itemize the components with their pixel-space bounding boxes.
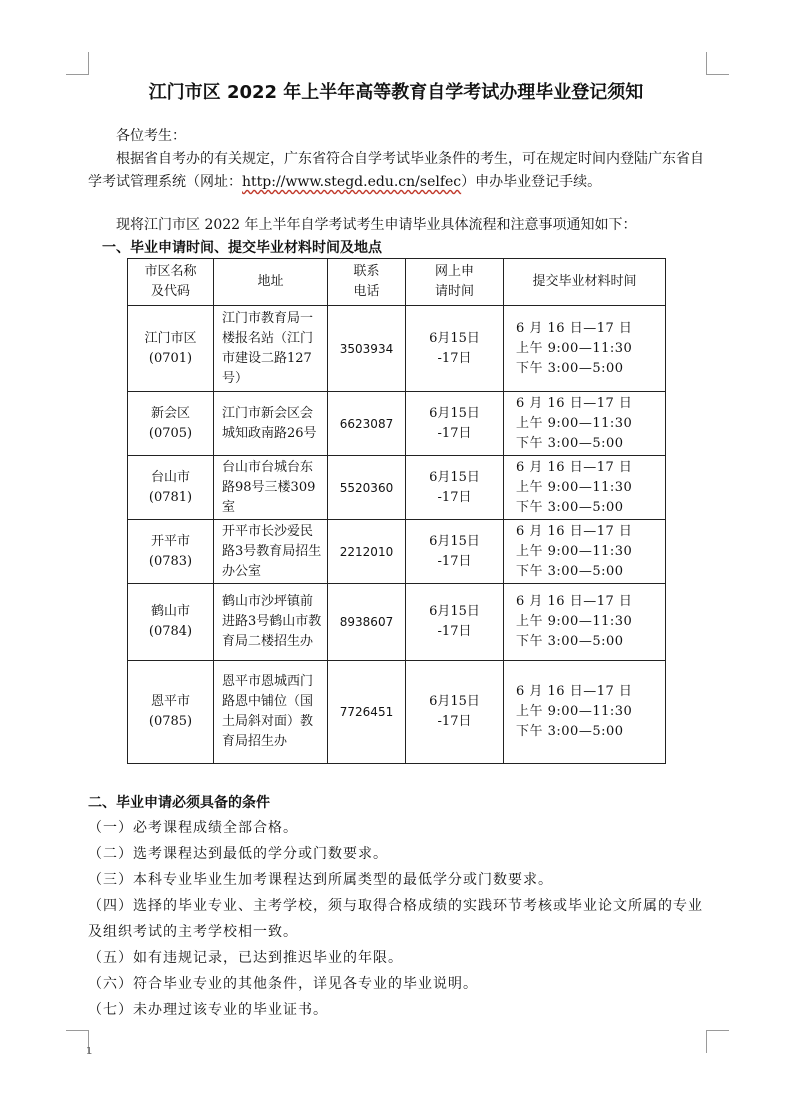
cell-district: 江门市区 (0701) — [128, 306, 214, 392]
condition-item: （五）如有违规记录，已达到推迟毕业的年限。 — [88, 950, 403, 966]
cell-submit-time: 6 月 16 日—17 日 上午 9:00—11:30 下午 3:00—5:00 — [504, 584, 666, 661]
cell-phone: 2212010 — [328, 520, 406, 584]
crop-mark-top-right — [706, 52, 729, 75]
cell-district: 开平市 (0783) — [128, 520, 214, 584]
cell-apply-time: 6月15日 -17日 — [406, 584, 504, 661]
cell-submit-time: 6 月 16 日—17 日 上午 9:00—11:30 下午 3:00—5:00 — [504, 392, 666, 456]
page-number: 1 — [86, 1046, 93, 1057]
condition-item: （三）本科专业毕业生加考课程达到所属类型的最低学分或门数要求。 — [88, 872, 553, 888]
cell-submit-time: 6 月 16 日—17 日 上午 9:00—11:30 下午 3:00—5:00 — [504, 456, 666, 520]
table-row — [128, 456, 666, 520]
cell-phone: 3503934 — [328, 306, 406, 392]
crop-mark-top-left — [66, 52, 89, 75]
condition-item: （二）选考课程达到最低的学分或门数要求。 — [88, 846, 388, 862]
header-district: 市区名称 及代码 — [128, 259, 214, 306]
condition-item: （一）必考课程成绩全部合格。 — [88, 820, 298, 836]
cell-address: 江门市教育局一楼报名站（江门市建设二路127号） — [214, 306, 328, 392]
cell-district: 鹤山市 (0784) — [128, 584, 214, 661]
cell-apply-time: 6月15日 -17日 — [406, 456, 504, 520]
cell-phone: 8938607 — [328, 584, 406, 661]
condition-item: （七）未办理过该专业的毕业证书。 — [88, 1002, 328, 1018]
section-1-heading: 一、毕业申请时间、提交毕业材料时间及地点 — [102, 240, 382, 256]
greeting: 各位考生： — [116, 128, 186, 144]
table-row — [128, 306, 666, 392]
table-row — [128, 520, 666, 584]
conditions-list — [88, 815, 708, 1023]
cell-phone: 7726451 — [328, 661, 406, 764]
header-phone: 联系 电话 — [328, 259, 406, 306]
cell-address: 台山市台城台东路98号三楼309室 — [214, 456, 328, 520]
section-2-heading: 二、毕业申请必须具备的条件 — [88, 795, 270, 811]
cell-phone: 5520360 — [328, 456, 406, 520]
header-apply-time: 网上申 请时间 — [406, 259, 504, 306]
intro-paragraph-2: 现将江门市区 2022 年上半年自学考试考生申请毕业具体流程和注意事项通知如下： — [116, 217, 637, 233]
table-row — [128, 661, 666, 764]
cell-apply-time: 6月15日 -17日 — [406, 306, 504, 392]
condition-item: （六）符合毕业专业的其他条件，详见各专业的毕业说明。 — [88, 976, 478, 992]
table-header-row — [128, 259, 666, 306]
cell-submit-time: 6 月 16 日—17 日 上午 9:00—11:30 下午 3:00—5:00 — [504, 661, 666, 764]
cell-apply-time: 6月15日 -17日 — [406, 661, 504, 764]
document-title: 江门市区 2022 年上半年高等教育自学考试办理毕业登记须知 — [148, 82, 644, 103]
cell-address: 恩平市恩城西门路恩中铺位（国土局斜对面）教育局招生办 — [214, 661, 328, 764]
intro-text-start: 根据省自考办的有关规定，广东省符合自学考试毕业条件的考生，可在规定时间内登陆广东省自学考试管理系统（网址： — [88, 151, 704, 190]
cell-phone: 6623087 — [328, 392, 406, 456]
header-address: 地址 — [214, 259, 328, 306]
registration-table — [127, 258, 666, 764]
cell-submit-time: 6 月 16 日—17 日 上午 9:00—11:30 下午 3:00—5:00 — [504, 306, 666, 392]
header-submit-time: 提交毕业材料时间 — [504, 259, 666, 306]
cell-district: 新会区 (0705) — [128, 392, 214, 456]
cell-apply-time: 6月15日 -17日 — [406, 520, 504, 584]
condition-item: （四）选择的毕业专业、主考学校，须与取得合格成绩的实践环节考核或毕业论文所属的专业及组织考试的主考学校相一致。 — [88, 898, 703, 940]
cell-address: 开平市长沙爱民路3号教育局招生办公室 — [214, 520, 328, 584]
cell-district: 台山市 (0781) — [128, 456, 214, 520]
cell-address: 鹤山市沙坪镇前进路3号鹤山市教育局二楼招生办 — [214, 584, 328, 661]
cell-district: 恩平市 (0785) — [128, 661, 214, 764]
cell-submit-time: 6 月 16 日—17 日 上午 9:00—11:30 下午 3:00—5:00 — [504, 520, 666, 584]
table-row — [128, 584, 666, 661]
table-row — [128, 392, 666, 456]
cell-apply-time: 6月15日 -17日 — [406, 392, 504, 456]
crop-mark-bottom-right — [706, 1030, 729, 1053]
system-url-link[interactable]: http://www.stegd.edu.cn/selfec — [242, 174, 462, 190]
intro-text-end: ）申办毕业登记手续。 — [461, 174, 602, 190]
intro-paragraph-1 — [88, 148, 708, 194]
cell-address: 江门市新会区会城知政南路26号 — [214, 392, 328, 456]
